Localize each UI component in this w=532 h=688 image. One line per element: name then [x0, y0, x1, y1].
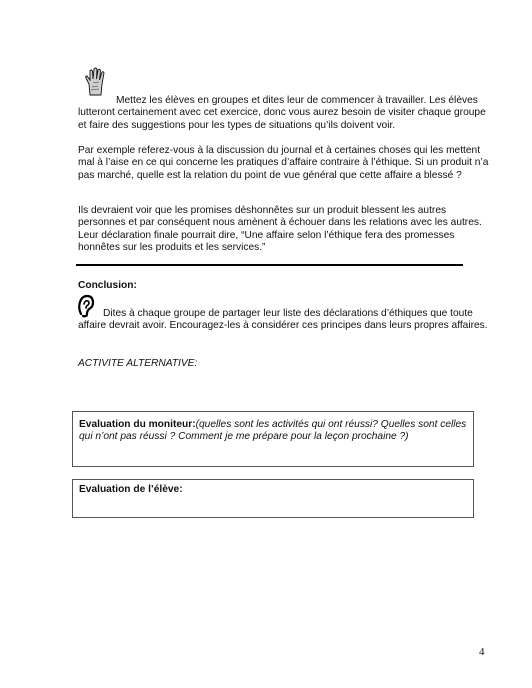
conclusion-first-line: Dites à chaque groupe de partager leur liste des déclarations d’éthiques que toute — [103, 308, 473, 319]
student-evaluation-text — [79, 484, 469, 496]
intro-paragraph — [78, 95, 490, 132]
student-evaluation-box — [72, 479, 474, 518]
conclusion-heading: Conclusion: — [78, 280, 137, 291]
paragraph-journal: Par exemple referez-vous à la discussion du journal et à certaines choses qui les mettent mal à l’aise en ce qui concerne les pratiques d’affaire contraire à l’éthique. Si un produit n’a pas marché, quelle est la relation du point de vue général que cette affaire a blessé ? — [78, 145, 489, 181]
alternative-activity-heading: ACTIVITE ALTERNATIVE: — [78, 358, 198, 369]
student-evaluation-label: Evaluation de l’élève: — [79, 484, 183, 495]
intro-rest: lutteront certainement avec cet exercice, donc vous aurez besoin de visiter chaque groupe et faire des suggestions pour les types de situations qu’ils doivent voir. — [78, 107, 486, 131]
paragraph-promises: Ils devraient voir que les promises déshonnêtes sur un produit blessent les autres personnes et par conséquent nous amènent à échouer dans les relations avec les autres. Leur déclaration finale pourrait dire, “Une affaire selon l’éthique fera des promesses honnêtes sur les produits et les services.” — [78, 205, 482, 254]
hand-icon — [84, 67, 108, 97]
intro-first-line: Mettez les élèves en groupes et dites leur de commencer à travailler. Les élèves — [116, 95, 478, 106]
monitor-evaluation-prompt: (quelles sont les activités qui ont réussi? Quelles sont celles qui n’ont pas réussi ? Comment je me prépare pour la leçon prochaine ?) — [79, 419, 467, 443]
monitor-evaluation-text — [79, 419, 469, 444]
conclusion-rest: affaire devrait avoir. Encouragez-les à considérer ces principes dans leurs propres affaires. — [78, 320, 488, 332]
monitor-evaluation-label: Evaluation du moniteur: — [79, 419, 196, 430]
monitor-evaluation-box — [72, 411, 474, 467]
page-number: 4 — [479, 646, 485, 658]
section-divider — [76, 264, 463, 266]
conclusion-paragraph — [78, 308, 490, 333]
